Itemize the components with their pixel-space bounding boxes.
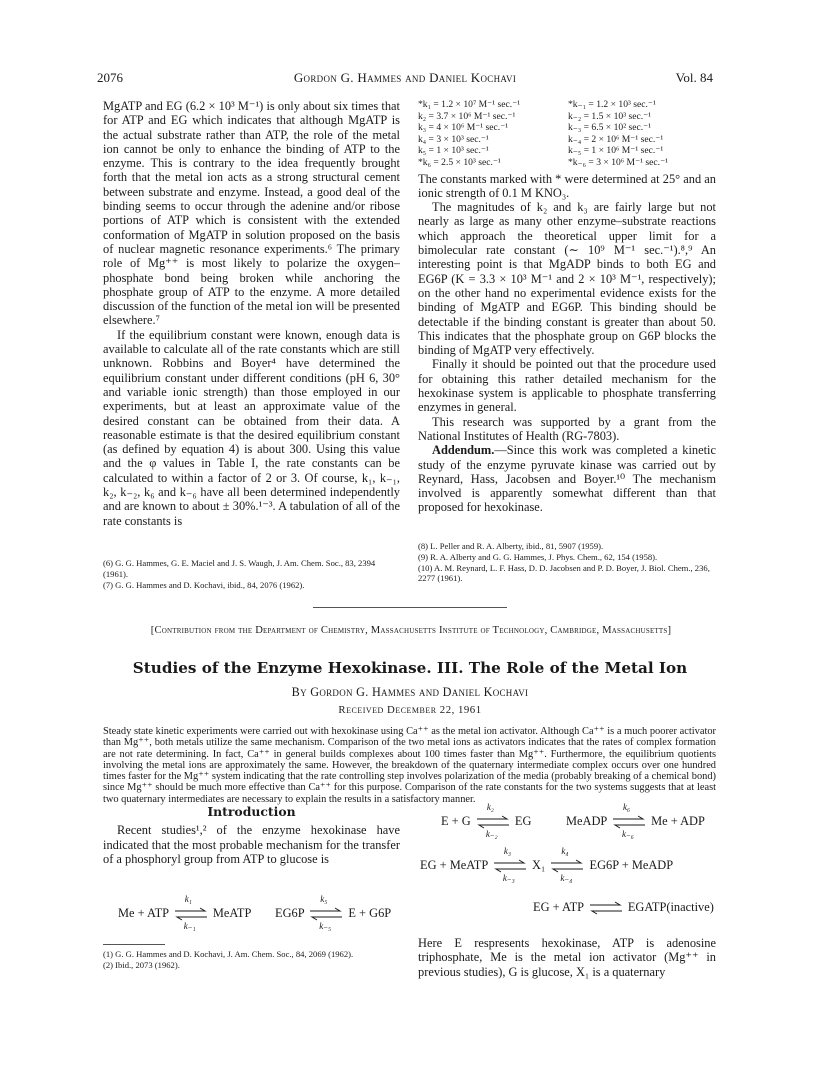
equation-rhs: EG6P + MeADP bbox=[589, 858, 674, 872]
footnote: (10) A. M. Reynard, L. F. Hass, D. D. Jacobsen and P. D. Boyer, J. Biol. Chem., 236, 2277 (1961). bbox=[418, 562, 710, 584]
rate-reverse: k₋₁ bbox=[183, 921, 196, 932]
paragraph: MgATP and EG (6.2 × 10³ M⁻¹) is only about six times that for ATP and EG which indicates that although MgATP is the actual substrate rather than ATP, the role of the metal ion cannot be only to enhance the binding of ATP to the enzyme. This is contrary to the idea frequently brought forth that the metal ion acts as a strong structural cement between substrate and enzyme. Instead, a good deal of the binding seems to occur through the adenine and/or ribose portions of ATP which is consistent with the extended conformation of MgATP in solution proposed on the basis of nuclear magnetic resonance experiments.⁶ The primary role of Mg⁺⁺ is most likely to polarize the oxygen–phosphate bond being broken while anchoring the phosphate group of ATP to the enzyme. A more detailed discussion of the function of the metal ion will be presented elsewhere.⁷ bbox=[103, 99, 400, 328]
rate-reverse: k₋₆ bbox=[621, 829, 634, 840]
rate-constant: k₄ = 3 × 10³ sec.⁻¹ bbox=[418, 133, 489, 145]
section-divider bbox=[313, 607, 507, 608]
footnote: (1) G. G. Hammes and D. Kochavi, J. Am. Chem. Soc., 84, 2069 (1962). bbox=[103, 949, 354, 959]
rate-constant: *k₋₆ = 3 × 10⁶ M⁻¹ sec.⁻¹ bbox=[568, 156, 669, 168]
rate-reverse: k₋₂ bbox=[485, 829, 498, 840]
equation-lhs: EG6P bbox=[275, 906, 305, 920]
page-number: 2076 bbox=[97, 70, 123, 85]
rate-constant: k₋₃ = 6.5 × 10² sec.⁻¹ bbox=[568, 122, 652, 134]
running-header-authors: Gordon G. Hammes and Daniel Kochavi bbox=[293, 70, 517, 85]
introduction-section bbox=[103, 805, 400, 866]
equation-lhs: EG + ATP bbox=[533, 900, 584, 914]
equation-4 bbox=[566, 802, 705, 840]
rate-constant: k₋₅ = 1 × 10⁶ M⁻¹ sec.⁻¹ bbox=[568, 145, 664, 157]
footnotes-left bbox=[103, 558, 400, 590]
footnote: (6) G. G. Hammes, G. E. Maciel and J. S. Waugh, J. Am. Chem. Soc., 83, 2394 (1961). bbox=[103, 558, 376, 579]
equilibrium-arrow bbox=[612, 802, 646, 840]
rate-constant: *k₋₁ = 1.2 × 10³ sec.⁻¹ bbox=[568, 99, 656, 110]
paragraph: This research was supported by a grant from the National Institutes of Health (RG-7803). bbox=[418, 414, 716, 443]
equilibrium-arrow bbox=[589, 901, 623, 915]
equilibrium-arrow bbox=[309, 894, 343, 932]
introduction-heading: Introduction bbox=[207, 804, 296, 819]
footnote: (7) G. G. Hammes and D. Kochavi, ibid., 84, 2076 (1962). bbox=[103, 579, 305, 590]
equation-rhs: Me + ADP bbox=[651, 814, 705, 828]
rate-forward: k₆ bbox=[622, 802, 631, 813]
rate-forward: k₂ bbox=[486, 802, 494, 813]
rate-forward: k₃ bbox=[503, 846, 512, 857]
paragraph: The magnitudes of k₂ and k₃ are fairly large but not nearly as large as many other enzyme–substrate reactions which approach the theoretical upper limit for a bimolecular rate constant (∼ 10⁹ M⁻¹ sec.⁻¹).⁸,⁹ An interesting point is that MgADP binds to both EG and EG6P (K = 3.3 × 10³ M⁻¹ and 2 × 10³ M⁻¹, respectively); on the other hand no experimental evidence exists for the binding of MgATP and EG6P. This binding should be detectable if the binding constant is greater than about 50. This indicates that the phosphate group on G6P blocks the binding of MgATP very effectively. bbox=[418, 200, 716, 358]
footnote: (2) Ibid., 2073 (1962). bbox=[103, 959, 180, 970]
equation-2 bbox=[275, 894, 392, 932]
equilibrium-arrow bbox=[476, 802, 510, 840]
footnote: (9) R. A. Alberty and G. G. Hammes, J. Phys. Chem., 62, 154 (1958). bbox=[418, 551, 658, 562]
equation-6 bbox=[533, 900, 714, 915]
paragraph: Here E respresents hexokinase, ATP is adenosine triphosphate, Me is the metal ion activator (Mg⁺⁺ in previous studies), G is glucose, X₁ is a quaternary bbox=[418, 936, 716, 979]
rate-constant: k₂ = 3.7 × 10⁶ M⁻¹ sec.⁻¹ bbox=[418, 110, 516, 122]
article-title: Studies of the Enzyme Hexokinase. III. The Role of the Metal Ion bbox=[132, 659, 688, 677]
equation-lhs: E + G bbox=[441, 814, 471, 828]
rate-constant: k₋₄ = 2 × 10⁶ M⁻¹ sec.⁻¹ bbox=[568, 133, 664, 145]
rate-reverse: k₋₃ bbox=[502, 873, 515, 884]
right-column bbox=[418, 99, 716, 515]
rate-constant: *k₆ = 2.5 × 10³ sec.⁻¹ bbox=[418, 156, 501, 168]
paragraph: Finally it should be pointed out that the procedure used for obtaining this rather detailed mechanism for the hexokinase system is applicable to phosphate transferring enzymes in general. bbox=[418, 357, 716, 415]
addendum-heading: Addendum. bbox=[432, 443, 495, 458]
rate-reverse: k₋₅ bbox=[319, 921, 332, 932]
rate-constant: k₋₂ = 1.5 × 10³ sec.⁻¹ bbox=[568, 110, 652, 122]
footnote: (8) L. Peller and R. A. Alberty, ibid., 81, 5907 (1959). bbox=[418, 541, 604, 551]
addendum-text: —Since this work was completed a kinetic study of the enzyme pyruvate kinase was carried out by Reynard, Hass, Jacobsen and Boyer.¹⁰ The mechanism involved is apparently somewhat different than that proposed for hexokinase. bbox=[418, 443, 716, 515]
rate-constant: k₅ = 1 × 10³ sec.⁻¹ bbox=[418, 145, 489, 157]
received-date: Received December 22, 1961 bbox=[338, 704, 482, 716]
paragraph: If the equilibrium constant were known, enough data is available to calculate all of the rate constants which are still unknown. Robbins and Boyer⁴ have determined the equilibrium constant under different conditions (pH 6, 30° and variable ionic strength) than those employed in our experiments, but at least an approximate value of the desired constant can be obtained from their data. A reasonable estimate is that the desired equilibrium constant (as defined by equation 4) is about 300. Using this value and the φ values in Table I, the rate constants can be calculated to within a factor of 2 or 3. Of course, k₁, k₋₁, k₂, k₋₂, k₆ and k₋₆ have all been determined independently and are known to about ± 30%.¹⁻³. A tabulation of all of the rate constants is bbox=[103, 327, 400, 528]
equilibrium-arrow bbox=[493, 846, 527, 884]
equation-lhs: MeADP bbox=[566, 814, 607, 828]
equation-rhs: EGATP(inactive) bbox=[627, 900, 714, 914]
equation-3 bbox=[441, 802, 532, 840]
equation-lhs: Me + ATP bbox=[118, 906, 169, 920]
footnote-rule bbox=[103, 944, 165, 945]
equation-lhs: EG + MeATP bbox=[420, 858, 488, 872]
equilibrium-arrow bbox=[550, 846, 584, 884]
rate-constant: *k₁ = 1.2 × 10⁷ M⁻¹ sec.⁻¹ bbox=[418, 99, 521, 110]
equation-rhs: E + G6P bbox=[348, 906, 392, 920]
footnotes-right bbox=[418, 541, 716, 584]
equation-rhs: EG bbox=[514, 814, 532, 828]
rate-constant-table bbox=[418, 99, 716, 169]
left-column bbox=[103, 99, 400, 528]
abstract: Steady state kinetic experiments were carried out with hexokinase using Ca⁺⁺ as the metal ion activator. Although Ca⁺⁺ is a much poorer activator than Mg⁺⁺, both metals utilize the same mechanism. Comparison of the two metal ions as activators indicates that the rates of complex formation are not rate determining. In fact, Ca⁺⁺ in general builds complexes about 100 times faster than Mg⁺⁺. Furthermore, the equilibrium quotients involving the metal ions are approximately the same. However, the breakdown of the quaternary intermediate complex occurs over one hundred times faster for the Mg⁺⁺ system indicating that the rate controlling step involves polarization of the media (probably breaking of a chemical bond) since Mg⁺⁺ should be much more effective than Ca⁺⁺ for this purpose. Comparison of the rate constants for the two systems suggests that at least two quaternary intermediates are necessary to explain the results in a satisfactory manner. bbox=[103, 726, 716, 805]
rate-forward: k₁ bbox=[184, 894, 192, 905]
rate-forward: k₄ bbox=[561, 846, 569, 857]
equation-5 bbox=[420, 846, 674, 884]
rate-reverse: k₋₄ bbox=[560, 873, 573, 884]
rate-forward: k₅ bbox=[320, 894, 328, 905]
equilibrium-arrow bbox=[174, 894, 208, 932]
byline: By Gordon G. Hammes and Daniel Kochavi bbox=[291, 685, 529, 699]
volume-label: Vol. 84 bbox=[675, 70, 713, 85]
footnotes-bottom bbox=[103, 944, 400, 970]
equation-rhs: MeATP bbox=[212, 906, 252, 920]
contribution-line: [Contribution from the Department of Chemistry, Massachusetts Institute of Technology, Cambridge, Massachusetts] bbox=[150, 625, 672, 636]
equation-intermediate: X₁ bbox=[532, 858, 546, 872]
rate-constant: k₃ = 4 × 10⁶ M⁻¹ sec.⁻¹ bbox=[418, 122, 509, 134]
paragraph: Recent studies¹,² of the enzyme hexokinase have indicated that the most probable mechanism for the transfer of a phosphoryl group from ATP to glucose is bbox=[103, 823, 400, 866]
paragraph: The constants marked with * were determined at 25° and an ionic strength of 0.1 M KNO₃. bbox=[418, 171, 716, 200]
running-header bbox=[97, 70, 713, 88]
equation-1 bbox=[118, 894, 252, 932]
right-bottom-paragraph bbox=[418, 936, 716, 979]
addendum bbox=[418, 443, 716, 514]
